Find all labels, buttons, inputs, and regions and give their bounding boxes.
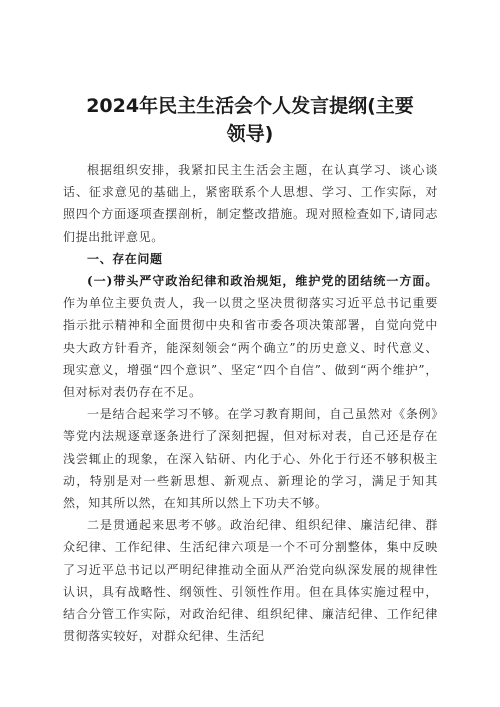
point-one-paragraph	[63, 403, 438, 514]
point-two-paragraph	[63, 514, 438, 647]
section-heading-text: 一、存在问题	[87, 251, 163, 266]
document-title: 2024年民主生活会个人发言提纲(主要领导)	[86, 95, 414, 145]
section-heading	[63, 248, 438, 270]
paragraph-text: 根据组织安排，我紧扣民主生活会主题，在认真学习、谈心谈话、征求意见的基础上，紧密联系个人思想、学习、工作实际，对照四个方面逐项查摆剖析，制定整改措施。现对照检查如下,请同志们提出批评意见。	[63, 163, 438, 244]
document-body	[63, 159, 438, 647]
paragraph-text: 一是结合起来学习不够。在学习教育期间，自己虽然对《条例》等党内法规逐章逐条进行了深刻把握，但对标对表，自己还是存在浅尝辄止的现象，在深入钻研、内化于心、外化于行还不够积极主动，特别是对一些新思想、新观点、新理论的学习，满足于知其然，知其所以然，在知其所以然上下功夫不够。	[63, 407, 438, 511]
subsection-heading: (一)带头严守政治纪律和政治规矩，维护党的团结统一方面。	[87, 274, 438, 289]
paragraph-text: 二是贯通起来思考不够。政治纪律、组织纪律、廉洁纪律、群众纪律、工作纪律、生活纪律六项是一个不可分割整体，集中反映了习近平总书记以严明纪律推动全面从严治党向纵深发展的规律性认识，具有战略性、纲领性、引领性作用。但在具体实施过程中，结合分管工作实际，对政治纪律、组织纪律、廉洁纪律、工作纪律贯彻落实较好，对群众纪律、生活纪	[63, 518, 438, 644]
intro-paragraph	[63, 159, 438, 248]
subsection-paragraph	[63, 270, 438, 403]
paragraph-text: 作为单位主要负责人，我一以贯之坚决贯彻落实习近平总书记重要指示批示精神和全面贯彻中央和省市委各项决策部署，自觉向党中央大政方针看齐，能深刻领会“两个确立”的历史意义、时代意义、现实意义，增强“四个意识”、坚定“四个自信”、做到“两个维护”，但对标对表仍存在不足。	[63, 296, 438, 400]
